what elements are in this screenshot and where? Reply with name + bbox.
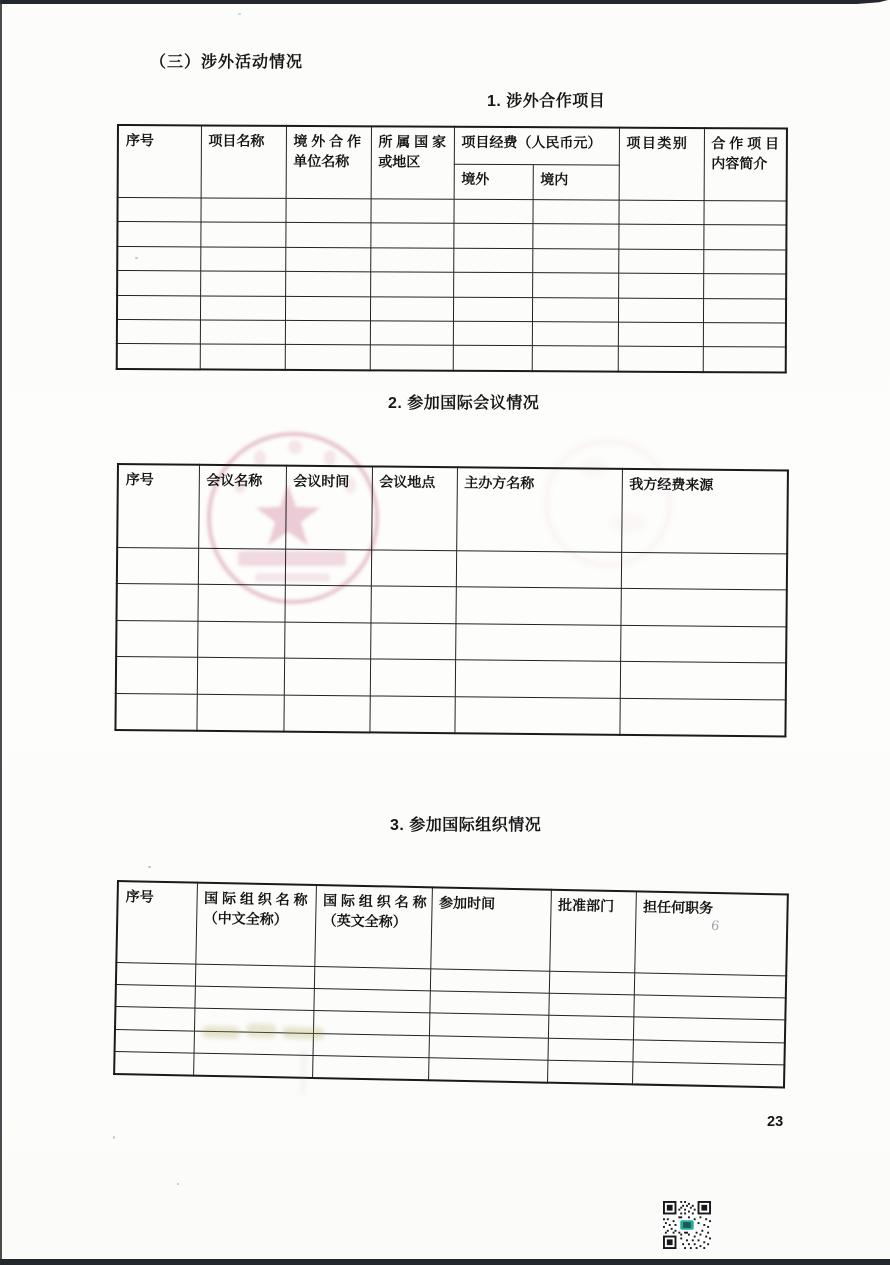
table1-title: 1. 涉外合作项目 [487, 93, 606, 110]
table2-header [117, 464, 788, 554]
empty-cell [703, 323, 786, 348]
scan-speck [177, 1183, 179, 1185]
col-header-seq: 序号 [116, 881, 197, 964]
empty-cell [370, 272, 453, 297]
scan-speck [135, 257, 138, 259]
scan-speck [113, 1136, 115, 1139]
empty-cell [548, 993, 633, 1017]
empty-cell [532, 297, 618, 322]
empty-cell [284, 586, 370, 623]
empty-cell [370, 223, 453, 248]
empty-cell [618, 273, 703, 298]
empty-cell [618, 298, 703, 323]
empty-cell [547, 1060, 632, 1084]
empty-cell [428, 1058, 547, 1083]
empty-cell [116, 620, 197, 657]
empty-cell [115, 985, 194, 1009]
empty-cell [285, 198, 370, 223]
col-header-meeting-place: 会议地点 [371, 466, 457, 550]
empty-cell [548, 1016, 633, 1040]
empty-cell [370, 199, 453, 224]
empty-cell [633, 995, 785, 1020]
empty-cell [197, 585, 284, 622]
empty-cell [117, 246, 200, 271]
empty-cell [455, 660, 620, 698]
empty-cell [547, 1038, 632, 1062]
table1-body [117, 198, 787, 373]
empty-cell [117, 271, 200, 296]
col-header-funds: 项目经费（人民币元） [454, 127, 619, 165]
table3-title: 3. 参加国际组织情况 [390, 817, 542, 834]
scan-speck [238, 13, 241, 15]
empty-cell [429, 1013, 548, 1038]
empty-cell [453, 224, 532, 249]
handwritten-mark: 6 [709, 918, 721, 935]
empty-cell [195, 964, 314, 989]
table1-header [118, 125, 787, 201]
empty-cell [621, 552, 787, 590]
empty-cell [453, 248, 532, 273]
col-header-brief: 合 作 项 目 内容简介 [704, 128, 787, 201]
empty-cell [370, 296, 453, 321]
empty-cell [284, 658, 370, 695]
empty-cell [620, 625, 786, 663]
empty-cell [703, 274, 786, 299]
empty-cell [285, 247, 370, 272]
empty-cell [313, 1033, 429, 1058]
empty-cell [703, 225, 786, 250]
scan-edge-bottom [0, 1259, 890, 1265]
qr-code [663, 1201, 711, 1249]
empty-cell [370, 345, 453, 370]
empty-cell [114, 1051, 193, 1075]
empty-row [117, 271, 786, 299]
col-header-partner-org: 境 外 合 作 单位名称 [286, 126, 371, 199]
col-header-org-name-cn: 国 际 组 织 名 称 （中文全称） [195, 883, 316, 967]
empty-row [117, 319, 786, 347]
empty-cell [117, 198, 200, 223]
table2-title: 2. 参加国际会议情况 [388, 395, 540, 412]
empty-cell [117, 222, 200, 247]
empty-cell [115, 1029, 194, 1053]
empty-cell [370, 659, 455, 696]
empty-cell [117, 344, 200, 369]
empty-cell [285, 320, 370, 345]
scan-edge-left [0, 0, 2, 1265]
empty-row [117, 246, 786, 274]
empty-cell [369, 695, 454, 733]
empty-cell [620, 589, 786, 627]
empty-cell [618, 322, 703, 347]
empty-cell [194, 1031, 313, 1056]
international-conferences-table [114, 463, 789, 737]
empty-cell [454, 696, 619, 734]
empty-cell [618, 225, 703, 250]
empty-cell [117, 295, 200, 320]
col-header-funds-domestic: 境内 [533, 165, 619, 200]
empty-cell [370, 623, 455, 660]
empty-cell [532, 273, 618, 298]
empty-row [117, 344, 786, 372]
col-header-org-name-en: 国 际 组 织 名 称 （英文全称） [314, 885, 432, 969]
empty-cell [703, 347, 786, 372]
empty-cell [532, 200, 618, 225]
empty-cell [371, 550, 456, 587]
empty-cell [619, 698, 785, 736]
empty-cell [285, 345, 370, 370]
empty-cell [370, 321, 453, 346]
empty-cell [200, 344, 285, 369]
scan-edge-top [0, 0, 888, 4]
empty-cell [313, 989, 429, 1014]
international-organizations-table [113, 880, 789, 1088]
empty-cell [618, 200, 703, 225]
empty-cell [312, 1055, 428, 1080]
col-header-host-name: 主办方名称 [456, 467, 622, 552]
empty-cell [284, 622, 370, 659]
empty-cell [453, 272, 532, 297]
empty-cell [197, 621, 284, 658]
empty-cell [200, 271, 285, 296]
col-header-approving-dept: 批准部门 [549, 890, 636, 973]
empty-cell [453, 321, 532, 346]
empty-cell [200, 222, 285, 247]
col-header-position-held: 担任何职务 [634, 891, 788, 976]
empty-cell [115, 693, 196, 731]
col-header-join-time: 参加时间 [430, 887, 551, 971]
empty-cell [197, 657, 284, 694]
empty-cell [620, 662, 786, 700]
empty-cell [532, 248, 618, 273]
empty-cell [193, 1053, 312, 1078]
empty-cell [618, 346, 703, 371]
empty-row [117, 295, 786, 323]
empty-cell [198, 548, 285, 585]
foreign-cooperation-projects-table [116, 124, 788, 373]
col-header-project-name: 项目名称 [201, 125, 286, 198]
empty-cell [117, 548, 198, 585]
empty-cell [532, 224, 618, 249]
empty-cell [618, 249, 703, 274]
empty-cell [632, 1039, 784, 1064]
empty-cell [455, 624, 620, 662]
section-heading: （三）涉外活动情况 [150, 54, 304, 71]
empty-cell [285, 549, 371, 586]
empty-cell [370, 586, 455, 623]
table2-body [115, 548, 787, 737]
empty-row [115, 693, 785, 736]
empty-cell [116, 963, 195, 987]
table3-body [114, 963, 786, 1088]
empty-cell [532, 322, 618, 347]
empty-cell [200, 320, 285, 345]
empty-row [117, 222, 786, 250]
empty-cell [314, 966, 430, 991]
empty-cell [200, 247, 285, 272]
empty-cell [456, 551, 621, 589]
table3-header [116, 881, 788, 976]
col-header-meeting-name: 会议名称 [198, 465, 286, 549]
page-number: 23 [767, 1114, 784, 1130]
empty-cell [200, 295, 285, 320]
col-header-category: 项目类别 [619, 128, 704, 201]
empty-cell [455, 587, 620, 625]
col-header-meeting-time: 会议时间 [285, 466, 372, 550]
empty-cell [196, 694, 283, 732]
empty-cell [200, 198, 285, 223]
scan-speck [148, 866, 151, 868]
empty-cell [633, 1017, 785, 1042]
empty-cell [285, 296, 370, 321]
empty-cell [430, 969, 549, 994]
empty-cell [634, 973, 786, 998]
empty-cell [453, 346, 532, 371]
col-header-funding-source: 我方经费来源 [621, 469, 788, 554]
empty-cell [453, 199, 532, 224]
empty-cell [116, 657, 197, 694]
empty-row [117, 198, 786, 226]
col-header-funds-abroad: 境外 [454, 164, 533, 199]
empty-cell [115, 1007, 194, 1031]
empty-cell [703, 249, 786, 274]
empty-cell [194, 986, 313, 1011]
empty-cell [428, 1035, 547, 1060]
empty-cell [429, 991, 548, 1016]
col-header-seq: 序号 [117, 464, 199, 548]
col-header-country-region: 所 属 国 家 或地区 [371, 126, 454, 199]
empty-cell [632, 1062, 784, 1088]
empty-cell [116, 584, 197, 621]
empty-cell [549, 971, 634, 995]
empty-cell [285, 272, 370, 297]
empty-cell [370, 248, 453, 273]
empty-cell [117, 319, 200, 344]
empty-cell [313, 1011, 429, 1036]
empty-cell [703, 298, 786, 323]
empty-cell [453, 297, 532, 322]
empty-cell [532, 346, 618, 371]
empty-cell [285, 223, 370, 248]
empty-cell [194, 1008, 313, 1033]
empty-cell [703, 201, 786, 226]
col-header-seq: 序号 [118, 125, 201, 198]
empty-cell [283, 695, 369, 733]
